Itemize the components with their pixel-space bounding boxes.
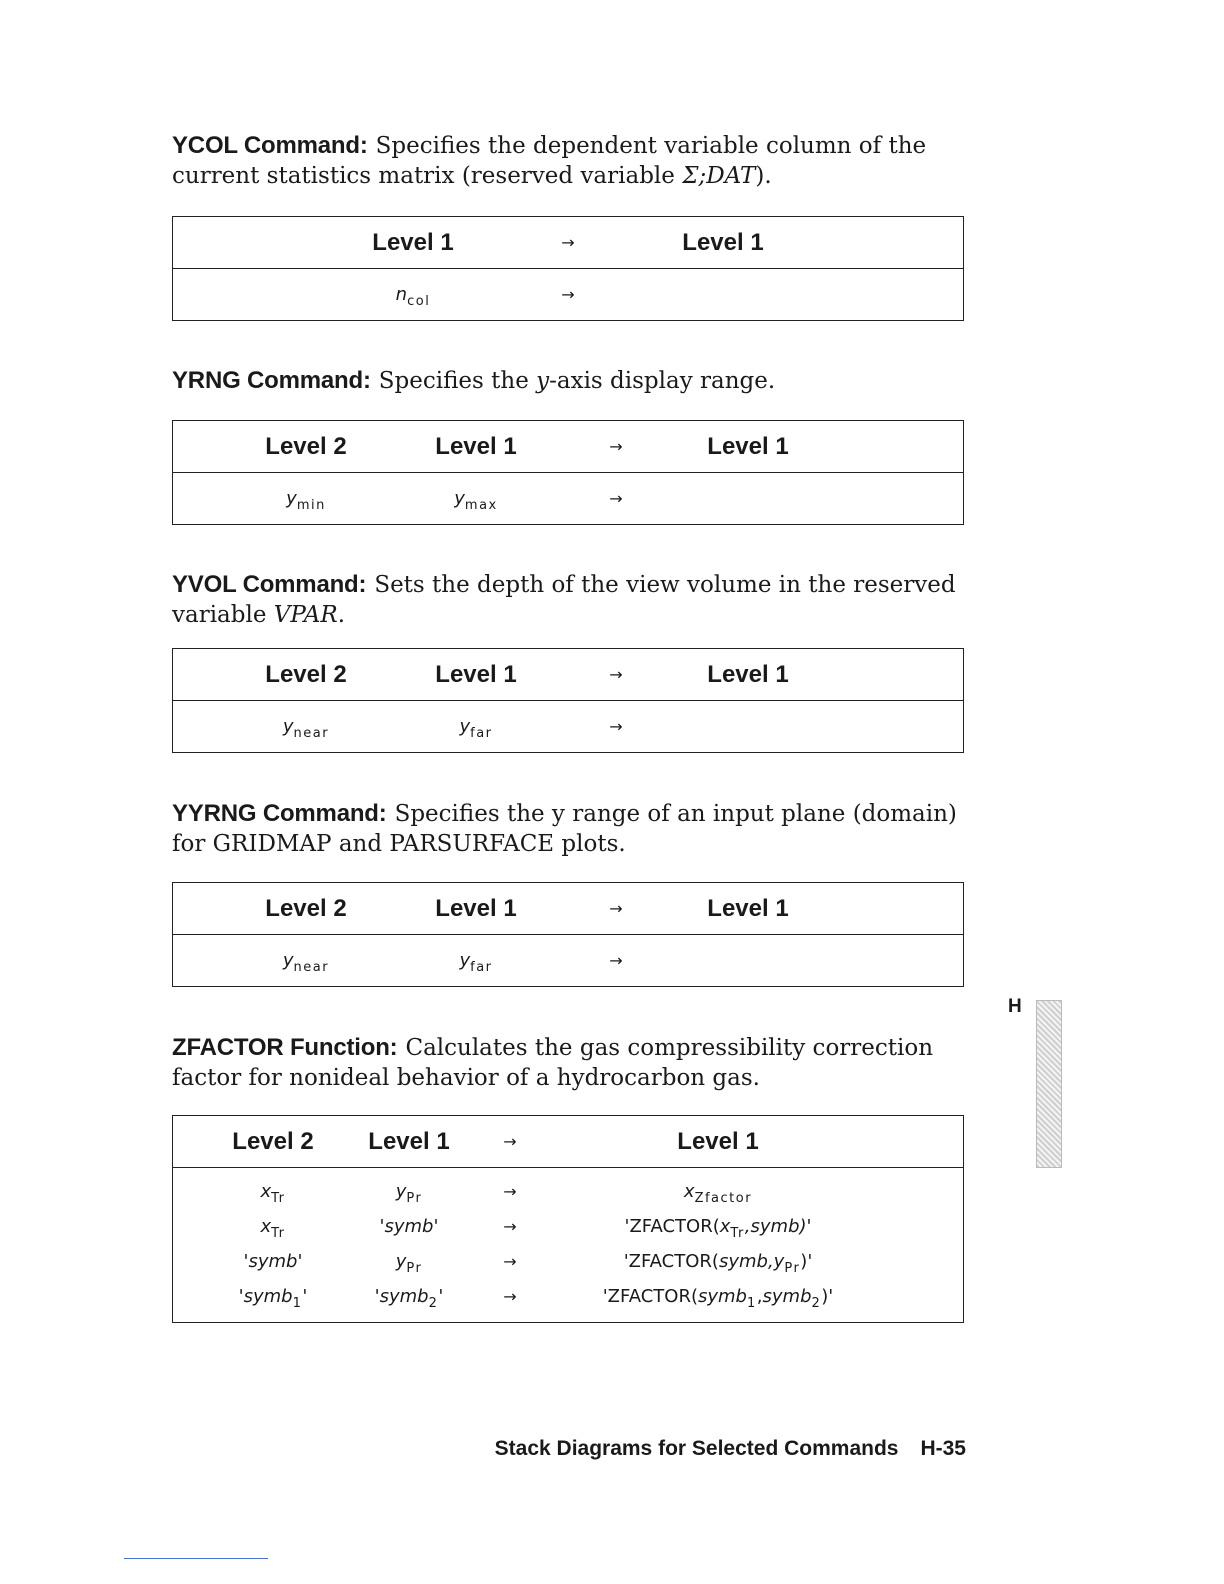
table-row (173, 935, 963, 986)
ycol-description: YCOL Command: Specifies the dependent variable column of the current statistics matrix (reserved variable Σ;DAT). (172, 132, 927, 189)
table-row (173, 473, 963, 524)
input-level-1: $y_{Pr}$ (395, 1181, 423, 1206)
yvol-description: YVOL Command: Sets the depth of the view volume in the reserved variable VPAR. (172, 571, 956, 628)
input-level-1: 'symb$_2$' (374, 1286, 444, 1311)
arrow-icon: → (503, 1252, 517, 1271)
arrow-icon: → (609, 437, 623, 456)
output-level-1: '$ZFACTOR(x_{Tr},symb)$' (624, 1216, 812, 1241)
input-level-2: 'symb' (243, 1251, 303, 1272)
header-level-1-output: Level 1 (707, 433, 789, 460)
table-header-row (173, 883, 963, 935)
yyrng-command-name: YYRNG Command: (172, 800, 387, 827)
section-tab-marker (1036, 1000, 1062, 1168)
table-row (173, 1209, 963, 1244)
table-row (173, 1279, 963, 1314)
table-row (173, 701, 963, 752)
yrng-description: YRNG Command: Specifies the y-axis display range. (172, 367, 776, 394)
zfactor-description: ZFACTOR Function: Calculates the gas compressibility correction factor for nonideal behavior of a hydrocarbon gas. (172, 1034, 934, 1091)
input-level-1: $n_{col}$ (395, 284, 431, 309)
table-header-row (173, 217, 963, 269)
input-level-2: $x_{Tr}$ (260, 1181, 286, 1206)
arrow-icon: → (503, 1182, 517, 1201)
input-level-1: $y_{far}$ (459, 716, 493, 741)
section-tab-label: H (1008, 996, 1022, 1017)
header-level-2: Level 2 (265, 661, 347, 688)
header-level-1-input: Level 1 (435, 895, 517, 922)
table-header-row (173, 649, 963, 701)
header-level-2: Level 2 (265, 895, 347, 922)
table-header-row (173, 421, 963, 473)
header-level-2: Level 2 (232, 1128, 314, 1155)
input-level-2: $y_{near}$ (282, 716, 330, 741)
header-level-1-output: Level 1 (707, 661, 789, 688)
yvol-section (172, 570, 972, 630)
arrow-icon: → (503, 1287, 517, 1306)
yyrng-stack-table (172, 882, 964, 987)
output-level-1: 'ZFACTOR(symb$_1$,symb$_2$)' (602, 1286, 834, 1311)
yyrng-section (172, 799, 972, 859)
zfactor-function-name: ZFACTOR Function: (172, 1034, 398, 1061)
arrow-icon: → (561, 285, 575, 304)
arrow-icon: → (609, 489, 623, 508)
header-level-1-output: Level 1 (682, 229, 764, 256)
input-level-1: $y_{far}$ (459, 950, 493, 975)
input-level-2: 'symb$_1$' (238, 1286, 308, 1311)
table-row (173, 269, 963, 320)
arrow-icon: → (561, 233, 575, 252)
header-level-1-input: Level 1 (435, 661, 517, 688)
yrng-stack-table (172, 420, 964, 525)
yyrng-description: YYRNG Command: Specifies the y range of an input plane (domain) for GRIDMAP and PARSURFACE plots. (172, 800, 957, 857)
table-row (173, 1244, 963, 1279)
page-number: H-35 (920, 1437, 966, 1460)
input-level-2: $y_{near}$ (282, 950, 330, 975)
bottom-rule (124, 1558, 268, 1559)
arrow-icon: → (503, 1217, 517, 1236)
page-footer (495, 1437, 966, 1461)
ycol-section (172, 131, 972, 191)
header-level-2: Level 2 (265, 433, 347, 460)
arrow-icon: → (609, 951, 623, 970)
ycol-command-name: YCOL Command: (172, 132, 368, 159)
arrow-icon: → (503, 1132, 517, 1151)
header-level-1-output: Level 1 (707, 895, 789, 922)
input-level-2: $x_{Tr}$ (260, 1216, 286, 1241)
input-level-1: $y_{Pr}$ (395, 1251, 423, 1276)
header-level-1-input: Level 1 (435, 433, 517, 460)
yrng-command-name: YRNG Command: (172, 367, 371, 394)
input-level-2: $y_{min}$ (286, 488, 326, 513)
arrow-icon: → (609, 665, 623, 684)
zfactor-stack-table (172, 1115, 964, 1323)
header-level-1-input: Level 1 (368, 1128, 450, 1155)
table-header-row (173, 1116, 963, 1168)
output-level-1: $x_{Zfactor}$ (683, 1181, 753, 1206)
header-level-1-input: Level 1 (372, 229, 454, 256)
arrow-icon: → (609, 899, 623, 918)
input-level-1: 'symb' (379, 1216, 439, 1237)
yvol-stack-table (172, 648, 964, 753)
input-level-1: $y_{max}$ (454, 488, 498, 513)
header-level-1-output: Level 1 (677, 1128, 759, 1155)
ycol-stack-table (172, 216, 964, 321)
table-row (173, 1174, 963, 1209)
footer-title: Stack Diagrams for Selected Commands (494, 1437, 899, 1460)
zfactor-section (172, 1033, 972, 1093)
output-level-1: '$ZFACTOR(symb,y_{Pr})$' (623, 1251, 813, 1276)
yrng-section (172, 366, 972, 396)
arrow-icon: → (609, 717, 623, 736)
yvol-command-name: YVOL Command: (172, 571, 367, 598)
